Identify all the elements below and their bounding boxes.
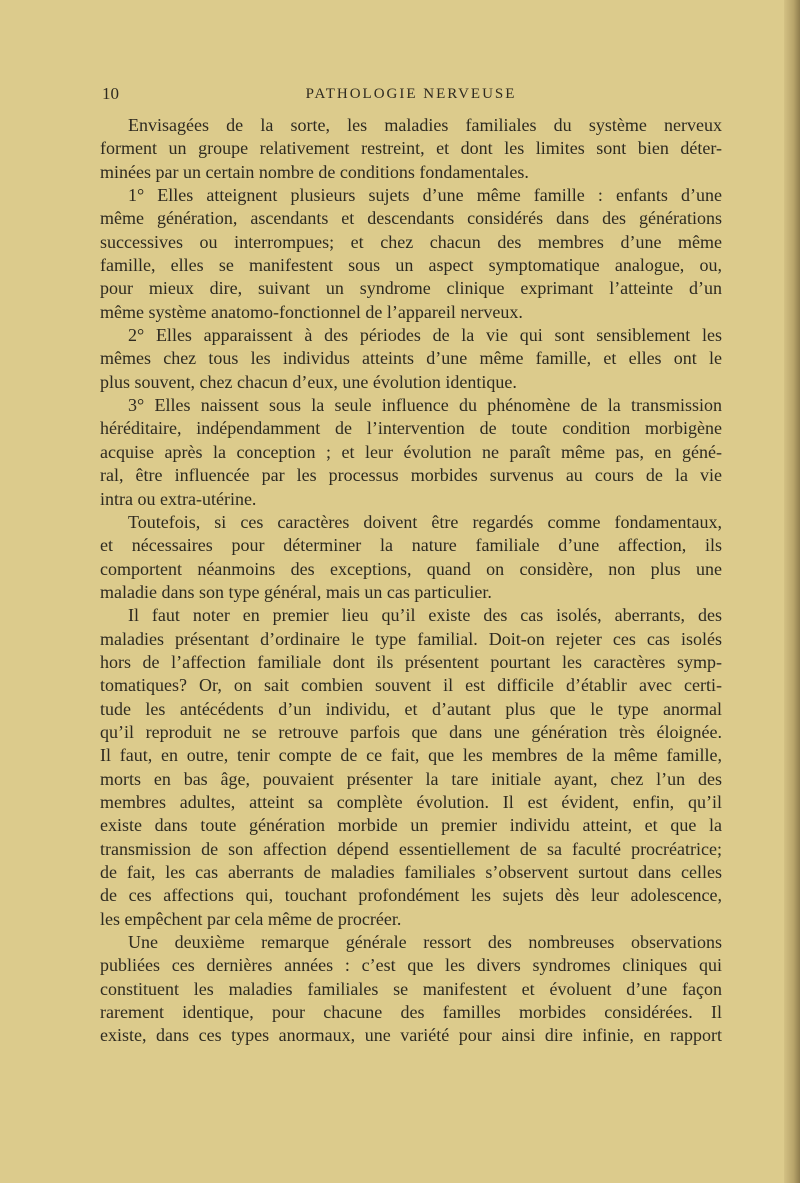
text-line: morts en bas âge, pouvaient présenter la tare initiale ayant, chez l’un des [100, 768, 722, 789]
page-body [100, 114, 722, 1048]
text-line: maladie dans son type général, mais un cas particulier. [100, 581, 492, 602]
text-line: Envisagées de la sorte, les maladies familiales du système nerveux [128, 115, 722, 135]
text-line: constituent les maladies familiales se manifestent et évoluent d’une façon [100, 978, 722, 999]
text-line: 2° Elles apparaissent à des périodes de la vie qui sont sensiblement les [128, 325, 722, 346]
text-line: plus souvent, chez chacun d’eux, une évolution identique. [100, 371, 517, 392]
paragraph [100, 324, 722, 394]
text-line: existe, dans ces types anormaux, une variété pour ainsi dire infinie, en rapport [100, 1025, 722, 1046]
text-line: Une deuxième remarque générale ressort des nombreuses observations [128, 932, 722, 953]
text-line: et nécessaires pour déterminer la nature familiale d’une affection, ils [100, 535, 722, 556]
text-line: 1° Elles atteignent plusieurs sujets d’une même famille : enfants d’une [128, 185, 722, 206]
text-line: tude les antécédents d’un individu, et d’autant plus que le type anormal [100, 698, 722, 719]
text-line: existe dans toute génération morbide un premier individu atteint, et que la [100, 815, 722, 836]
page-header [100, 84, 722, 106]
text-line: ral, être influencée par les processus morbides survenus au cours de la vie [100, 465, 722, 486]
text-line: héréditaire, indépendamment de l’intervention de toute condition morbigène [100, 418, 722, 439]
text-line: minées par un certain nombre de conditions fondamentales. [100, 161, 529, 182]
paragraph [100, 394, 722, 511]
text-line: Il faut noter en premier lieu qu’il existe des cas isolés, aberrants, des [128, 605, 722, 626]
paragraph [100, 511, 722, 604]
text-line: transmission de son affection dépend essentiellement de sa faculté procréatrice; [100, 838, 722, 859]
text-line: pour mieux dire, suivant un syndrome clinique exprimant l’atteinte d’un [100, 278, 722, 299]
text-line: de ces affections qui, touchant profondément les sujets dès leur adolescence, [100, 885, 722, 906]
text-line: famille, elles se manifestent sous un aspect symptomatique analogue, ou, [100, 255, 722, 276]
paragraph [100, 184, 722, 324]
text-line: comportent néanmoins des exceptions, quand on considère, non plus une [100, 558, 722, 579]
text-line: même système anatomo-fonctionnel de l’appareil nerveux. [100, 301, 523, 322]
paragraph [100, 931, 722, 1048]
text-line: de fait, les cas aberrants de maladies familiales s’observent surtout dans celles [100, 862, 722, 882]
text-line: 3° Elles naissent sous la seule influence du phénomène de la transmission [128, 395, 722, 416]
text-line: membres adultes, atteint sa complète évolution. Il est évident, enfin, qu’il [100, 791, 722, 812]
text-line: publiées ces dernières années : c’est que les divers syndromes cliniques qui [100, 955, 722, 976]
text-line: mêmes chez tous les individus atteints d’une même famille, et elles ont le [100, 348, 722, 369]
text-line: tomatiques? Or, on sait combien souvent il est difficile d’établir avec certi- [100, 675, 722, 696]
text-line: acquise après la conception ; et leur évolution ne paraît même pas, en géné- [100, 441, 722, 462]
text-line: hors de l’affection familiale dont ils présentent pourtant les caractères symp- [100, 651, 722, 672]
text-line: même génération, ascendants et descendants considérés dans des générations [100, 208, 722, 229]
text-line: rarement identique, pour chacune des familles morbides considérées. Il [100, 1002, 722, 1023]
text-line: intra ou extra-utérine. [100, 488, 257, 509]
paragraph [100, 114, 722, 184]
text-line: Il faut, en outre, tenir compte de ce fait, que les membres de la même famille, [100, 745, 722, 766]
text-line: qu’il reproduit ne se retrouve parfois que dans une génération très éloignée. [100, 721, 722, 742]
page-edge-shadow [784, 0, 800, 1183]
paragraph [100, 604, 722, 931]
text-line: successives ou interrompues; et chez chacun des membres d’une même [100, 231, 722, 252]
text-line: maladies présentant d’ordinaire le type familial. Doit-on rejeter ces cas isolés [100, 628, 722, 649]
text-line: Toutefois, si ces caractères doivent être regardés comme fondamentaux, [128, 511, 722, 532]
text-line: forment un groupe relativement restreint, et dont les limites sont bien déter- [100, 138, 722, 159]
running-title: PATHOLOGIE NERVEUSE [305, 86, 517, 102]
page-number: 10 [102, 84, 119, 103]
text-line: les empêchent par cela même de procréer. [100, 908, 402, 929]
